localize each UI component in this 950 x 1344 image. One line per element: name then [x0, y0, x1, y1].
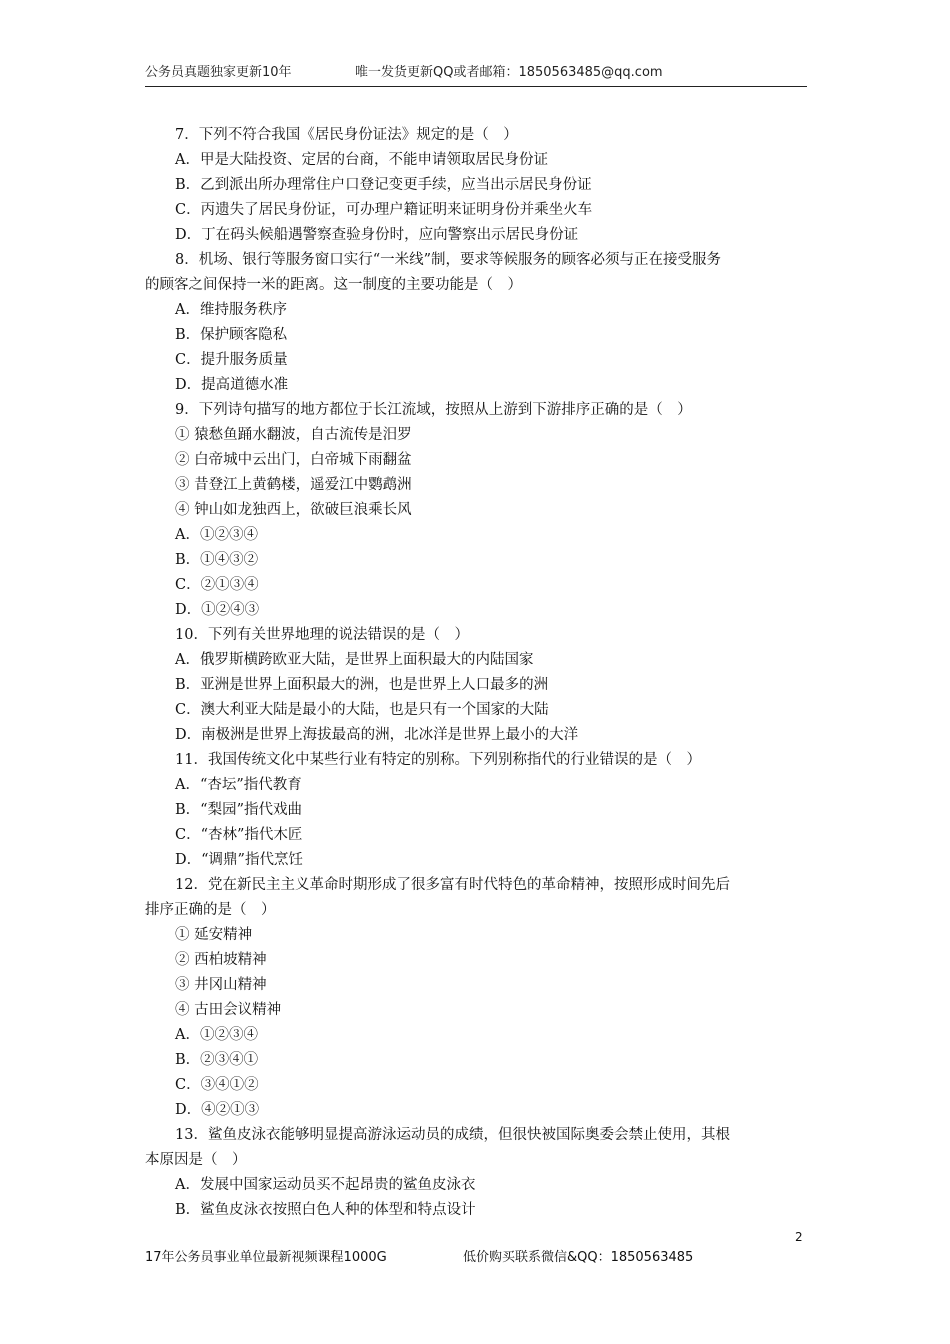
text-line: A．发展中国家运动员买不起昂贵的鲨鱼皮泳衣: [175, 1177, 476, 1193]
text-line: 13．鲨鱼皮泳衣能够明显提高游泳运动员的成绩，但很快被国际奥委会禁止使用，其根: [175, 1127, 730, 1143]
page-footer: [145, 1248, 807, 1268]
text-line: ② 白帝城中云出门，白帝城下雨翻盆: [175, 452, 412, 468]
text-line: C．②①③④: [175, 577, 259, 593]
text-line: A．①②③④: [175, 1027, 258, 1043]
text-line: B．①④③②: [175, 552, 259, 568]
text-line: D．南极洲是世界上海拔最高的洲，北冰洋是世界上最小的大洋: [175, 727, 579, 743]
text-line: C．③④①②: [175, 1077, 259, 1093]
page-number: 2: [795, 1230, 803, 1244]
page-header: [145, 62, 807, 87]
footer-right-text: 低价购买联系微信&QQ：1850563485: [463, 1250, 694, 1265]
text-line: 排序正确的是（ ）: [145, 902, 276, 918]
text-line: B．亚洲是世界上面积最大的洲，也是世界上人口最多的洲: [175, 677, 549, 693]
document-body: [145, 123, 807, 1223]
header-right-text: 唯一发货更新QQ或者邮箱：1850563485@qq.com: [355, 65, 663, 80]
text-line: D．④②①③: [175, 1102, 260, 1118]
text-line: B．鲨鱼皮泳衣按照白色人种的体型和特点设计: [175, 1202, 476, 1218]
text-line: 11．我国传统文化中某些行业有特定的别称。下列别称指代的行业错误的是（ ）: [175, 752, 701, 768]
text-line: B．“梨园”指代戏曲: [175, 802, 302, 818]
header-left-text: 公务员真题独家更新10年: [145, 65, 292, 80]
text-line: ③ 昔登江上黄鹤楼，遥爱江中鹦鹉洲: [175, 477, 412, 493]
text-line: A．“杏坛”指代教育: [175, 777, 302, 793]
text-line: C．澳大利亚大陆是最小的大陆，也是只有一个国家的大陆: [175, 702, 549, 718]
text-line: ② 西柏坡精神: [175, 952, 267, 968]
text-line: 12．党在新民主主义革命时期形成了很多富有时代特色的革命精神，按照形成时间先后: [175, 877, 730, 893]
text-line: C．丙遗失了居民身份证，可办理户籍证明来证明身份并乘坐火车: [175, 202, 593, 218]
text-line: ③ 井冈山精神: [175, 977, 267, 993]
text-line: ④ 钟山如龙独西上，欲破巨浪乘长风: [175, 502, 412, 518]
text-line: 的顾客之间保持一米的距离。这一制度的主要功能是（ ）: [145, 277, 522, 293]
text-line: D．丁在码头候船遇警察查验身份时，应向警察出示居民身份证: [175, 227, 579, 243]
text-line: 8．机场、银行等服务窗口实行“一米线”制，要求等候服务的顾客必须与正在接受服务: [175, 252, 722, 268]
text-line: B．乙到派出所办理常住户口登记变更手续，应当出示居民身份证: [175, 177, 592, 193]
text-line: A．①②③④: [175, 527, 258, 543]
text-line: ④ 古田会议精神: [175, 1002, 282, 1018]
text-line: 10．下列有关世界地理的说法错误的是（ ）: [175, 627, 469, 643]
text-line: ① 延安精神: [175, 927, 253, 943]
text-line: C．“杏林”指代木匠: [175, 827, 303, 843]
text-line: 9．下列诗句描写的地方都位于长江流域，按照从上游到下游排序正确的是（ ）: [175, 402, 692, 418]
text-line: D．提高道德水准: [175, 377, 289, 393]
text-line: B．保护顾客隐私: [175, 327, 288, 343]
text-line: D．“调鼎”指代烹饪: [175, 852, 303, 868]
text-line: B．②③④①: [175, 1052, 259, 1068]
text-line: D．①②④③: [175, 602, 260, 618]
text-line: C．提升服务质量: [175, 352, 288, 368]
text-line: A．甲是大陆投资、定居的台商，不能申请领取居民身份证: [175, 152, 548, 168]
text-line: 本原因是（ ）: [145, 1152, 247, 1168]
text-line: ① 猿愁鱼踊水翻波，自古流传是汨罗: [175, 427, 412, 443]
footer-left-text: 17年公务员事业单位最新视频课程1000G: [145, 1250, 387, 1265]
text-line: 7．下列不符合我国《居民身份证法》规定的是（ ）: [175, 127, 518, 143]
text-line: A．俄罗斯横跨欧亚大陆，是世界上面积最大的内陆国家: [175, 652, 534, 668]
text-line: A．维持服务秩序: [175, 302, 287, 318]
